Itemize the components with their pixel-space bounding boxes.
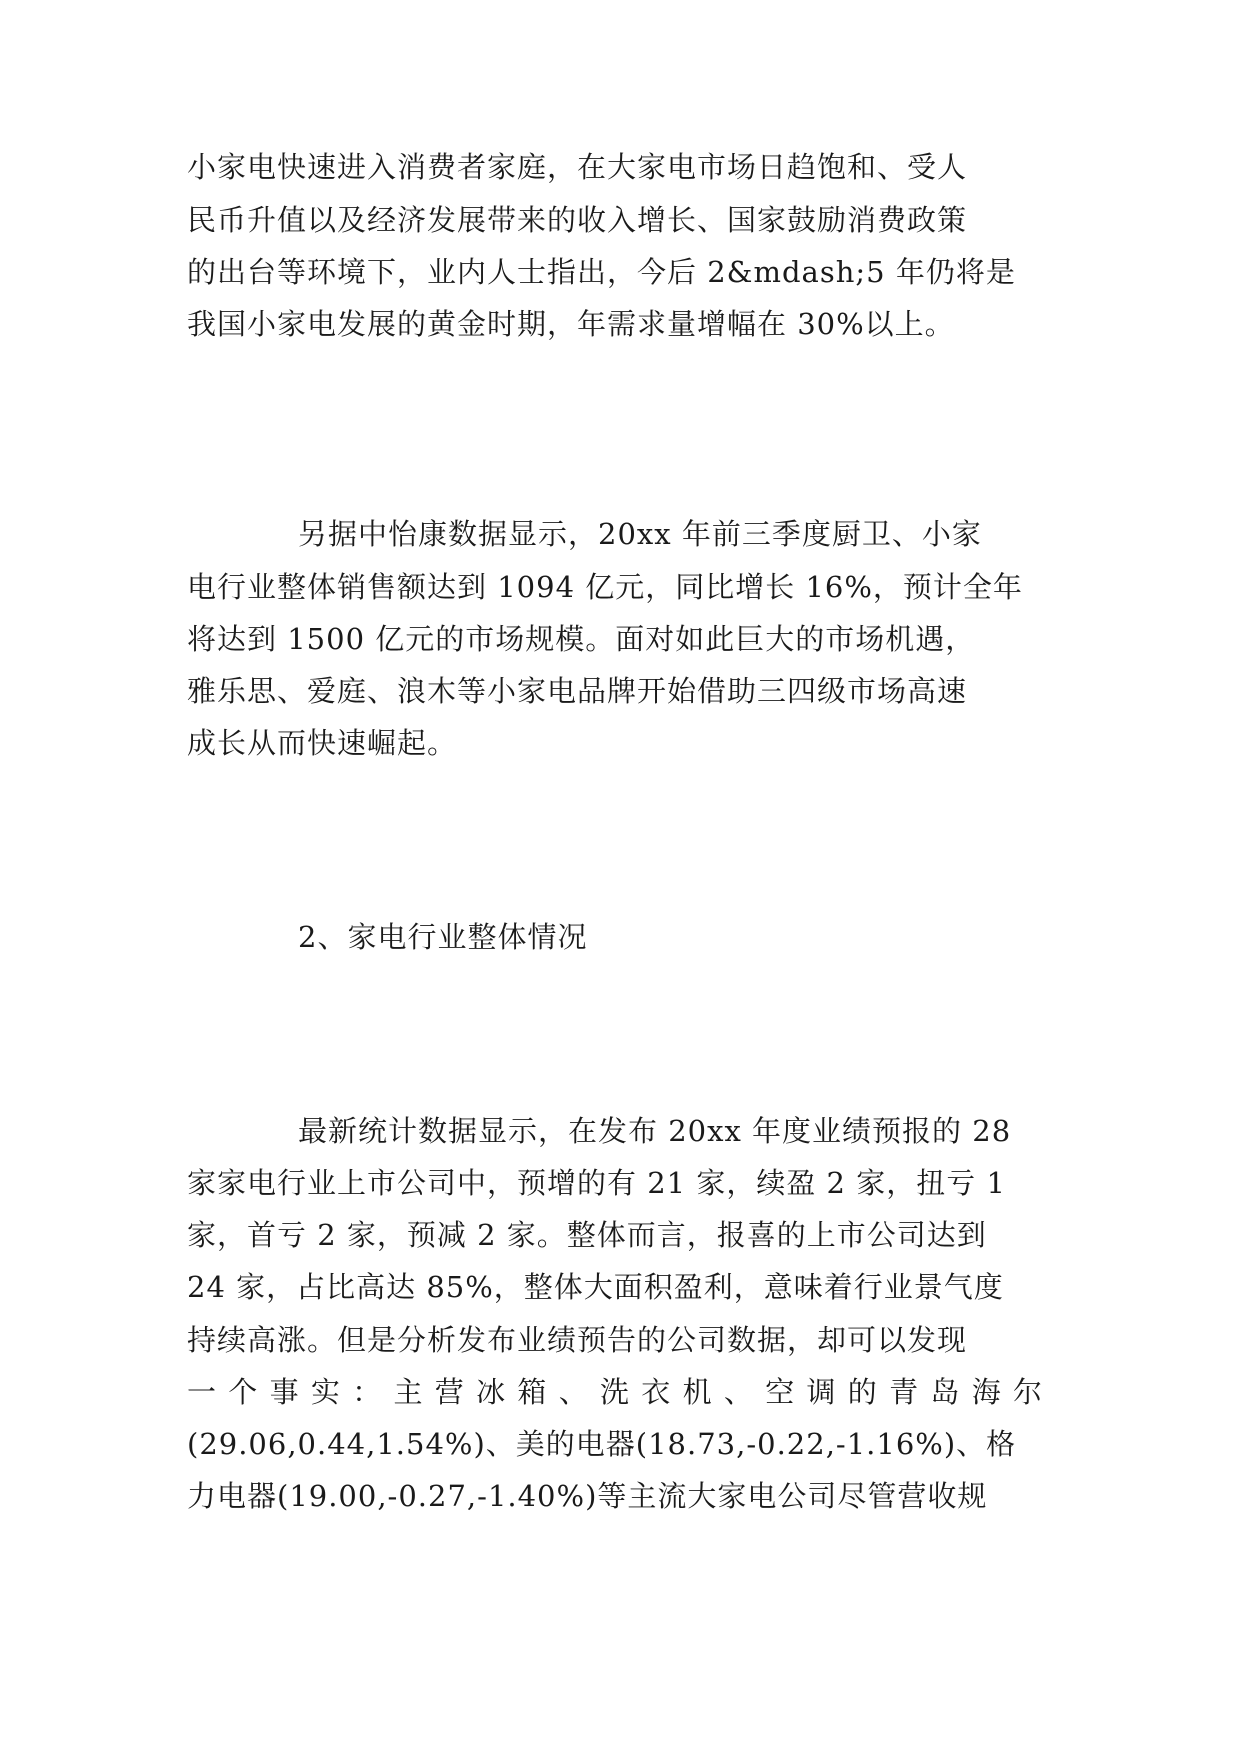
section-heading: 2、家电行业整体情况: [298, 920, 588, 954]
paragraph-line: 雅乐思、爱庭、浪木等小家电品牌开始借助三四级市场高速: [187, 674, 968, 708]
paragraph-line: 成长从而快速崛起。: [187, 726, 458, 760]
paragraph-line: 力电器(19.00,-0.27,-1.40%)等主流大家电公司尽管营收规: [187, 1479, 988, 1513]
paragraph-line: 我国小家电发展的黄金时期，年需求量增幅在 30%以上。: [187, 307, 955, 341]
paragraph-line: 最新统计数据显示，在发布 20xx 年度业绩预报的 28: [298, 1114, 1012, 1148]
paragraph-line: 家，首亏 2 家，预减 2 家。整体而言，报喜的上市公司达到: [187, 1218, 987, 1252]
paragraph-line: (29.06,0.44,1.54%)、美的电器(18.73,-0.22,-1.16%)、格: [187, 1427, 1017, 1461]
paragraph-line: 家家电行业上市公司中，预增的有 21 家，续盈 2 家，扭亏 1: [187, 1166, 1006, 1200]
paragraph-line: 小家电快速进入消费者家庭，在大家电市场日趋饱和、受人: [187, 150, 968, 184]
paragraph-line: 一 个 事 实 ： 主 营 冰 箱 、 洗 衣 机 、 空 调 的 青 岛 海 尔: [187, 1375, 1042, 1409]
paragraph-line: 的出台等环境下，业内人士指出，今后 2&mdash;5 年仍将是: [187, 255, 1016, 289]
paragraph-line: 民币升值以及经济发展带来的收入增长、国家鼓励消费政策: [187, 203, 968, 237]
paragraph-line: 将达到 1500 亿元的市场规模。面对如此巨大的市场机遇，: [187, 622, 976, 656]
paragraph-line: 电行业整体销售额达到 1094 亿元，同比增长 16%，预计全年: [187, 570, 1023, 604]
paragraph-line: 另据中怡康数据显示，20xx 年前三季度厨卫、小家: [298, 517, 982, 551]
paragraph-line: 持续高涨。但是分析发布业绩预告的公司数据，却可以发现: [187, 1323, 968, 1357]
paragraph-line: 24 家，占比高达 85%，整体大面积盈利，意味着行业景气度: [187, 1270, 1004, 1304]
